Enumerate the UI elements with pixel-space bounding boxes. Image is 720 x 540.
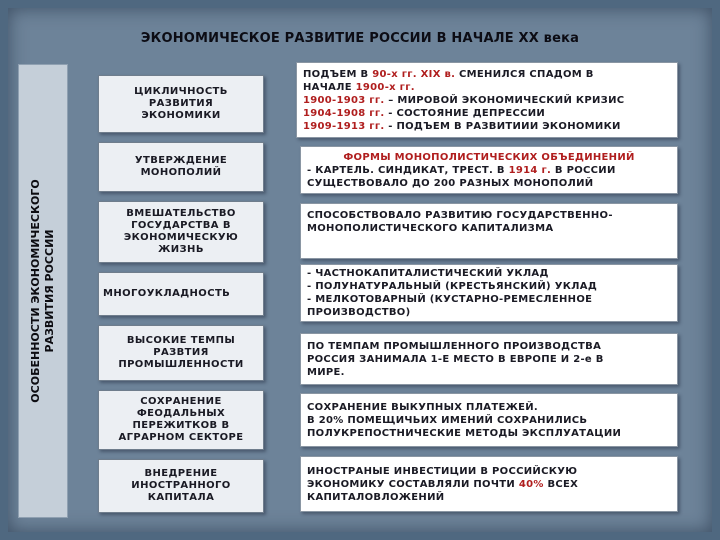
detail-line: ПОДЪЕМ В 90-х гг. XIX в. СМЕНИЛСЯ СПАДОМ В <box>303 68 594 80</box>
detail-heading: ФОРМЫ МОНОПОЛИСТИЧЕСКИХ ОБЪЕДИНЕНИЙ <box>343 151 635 163</box>
feature-label: СОХРАНЕНИЕ ФЕОДАЛЬНЫХ ПЕРЕЖИТКОВ В АГРАРНОМ СЕКТОРЕ <box>118 396 244 443</box>
detail-line: - ЧАСТНОКАПИТАЛИСТИЧЕСКИЙ УКЛАД <box>307 268 549 279</box>
detail-line: МОНОПОЛИСТИЧЕСКОГО КАПИТАЛИЗМА <box>307 223 554 234</box>
detail-box-monopoly <box>300 146 678 194</box>
detail-line: МИРЕ. <box>307 366 345 378</box>
feature-box-cycle <box>98 75 264 133</box>
detail-line: СОХРАНЕНИЕ ВЫКУПНЫХ ПЛАТЕЖЕЙ. <box>307 401 539 413</box>
feature-label: ВНЕДРЕНИЕ ИНОСТРАННОГО КАПИТАЛА <box>131 468 231 503</box>
detail-box-feodal <box>300 393 678 447</box>
feature-label: МНОГОУКЛАДНОСТЬ <box>103 288 231 299</box>
side-label-text <box>29 71 57 511</box>
detail-line: ПОЛУКРЕПОСТНИЧЕСКИЕ МЕТОДЫ ЭКСПЛУАТАЦИИ <box>307 427 622 439</box>
side-label-line1: ОСОБЕННОСТИ ЭКОНОМИЧЕСКОГО <box>29 179 42 403</box>
feature-box-feodal <box>98 390 264 450</box>
detail-box-mnogoukl <box>300 264 678 322</box>
detail-box-state <box>300 203 678 259</box>
detail-line: ПРОИЗВОДСТВО) <box>307 307 411 318</box>
detail-line: 1900-1903 гг. – МИРОВОЙ ЭКОНОМИЧЕСКИЙ КРИЗИС <box>303 94 625 106</box>
slide-title: ЭКОНОМИЧЕСКОЕ РАЗВИТИЕ РОССИИ В НАЧАЛЕ XX века <box>140 31 580 46</box>
feature-label: ВМЕШАТЕЛЬСТВО ГОСУДАРСТВА В ЭКОНОМИЧЕСКУЮ ЖИЗНЬ <box>123 208 239 255</box>
feature-label: ЦИКЛИЧНОСТЬ РАЗВИТИЯ ЭКОНОМИКИ <box>134 86 228 121</box>
detail-line: 1909-1913 гг. - ПОДЪЕМ В РАЗВИТИИИ ЭКОНОМИКИ <box>303 120 621 132</box>
detail-line: КАПИТАЛОВЛОЖЕНИЙ <box>307 491 445 503</box>
side-label-panel <box>18 64 68 518</box>
feature-label: УТВЕРЖДЕНИЕ МОНОПОЛИЙ <box>134 155 228 178</box>
feature-label: ВЫСОКИЕ ТЕМПЫ РАЗВТИЯ ПРОМЫШЛЕННОСТИ <box>118 335 244 370</box>
detail-box-cycle <box>296 62 678 138</box>
detail-line: - МЕЛКОТОВАРНЫЙ (КУСТАРНО-РЕМЕСЛЕННОЕ <box>307 294 593 305</box>
feature-box-tempy <box>98 325 264 381</box>
detail-line: В 20% ПОМЕЩИЧЬИХ ИМЕНИЙ СОХРАНИЛИСЬ <box>307 414 588 426</box>
detail-line: НАЧАЛЕ 1900-х гг. <box>303 81 415 93</box>
detail-line: ЭКОНОМИКУ СОСТАВЛЯЛИ ПОЧТИ 40% ВСЕХ <box>307 478 579 490</box>
detail-line: ИНОСТРАНЫЕ ИНВЕСТИЦИИ В РОССИЙСКУЮ <box>307 465 578 477</box>
feature-box-mnogoukl <box>98 272 264 316</box>
detail-box-foreign <box>300 456 678 512</box>
detail-line: - ПОЛУНАТУРАЛЬНЫЙ (КРЕСТЬЯНСКИЙ) УКЛАД <box>307 281 598 292</box>
side-label-line2: РАЗВИТИЯ РОССИИ <box>43 229 56 353</box>
detail-line: 1904-1908 гг. - СОСТОЯНИЕ ДЕПРЕССИИ <box>303 107 546 119</box>
feature-box-foreign <box>98 459 264 513</box>
feature-box-monopoly <box>98 142 264 192</box>
detail-box-tempy <box>300 333 678 385</box>
detail-line: РОССИЯ ЗАНИМАЛА 1-Е МЕСТО В ЕВРОПЕ И 2-е В <box>307 353 604 365</box>
detail-line: СУЩЕСТВОВАЛО ДО 200 РАЗНЫХ МОНОПОЛИЙ <box>307 177 594 189</box>
detail-line: - КАРТЕЛЬ. СИНДИКАТ, ТРЕСТ. В 1914 г. В РОССИИ <box>307 164 616 176</box>
feature-box-state <box>98 201 264 263</box>
detail-line: ПО ТЕМПАМ ПРОМЫШЛЕННОГО ПРОИЗВОДСТВА <box>307 340 602 352</box>
detail-line: СПОСОБСТВОВАЛО РАЗВИТИЮ ГОСУДАРСТВЕННО- <box>307 210 613 221</box>
